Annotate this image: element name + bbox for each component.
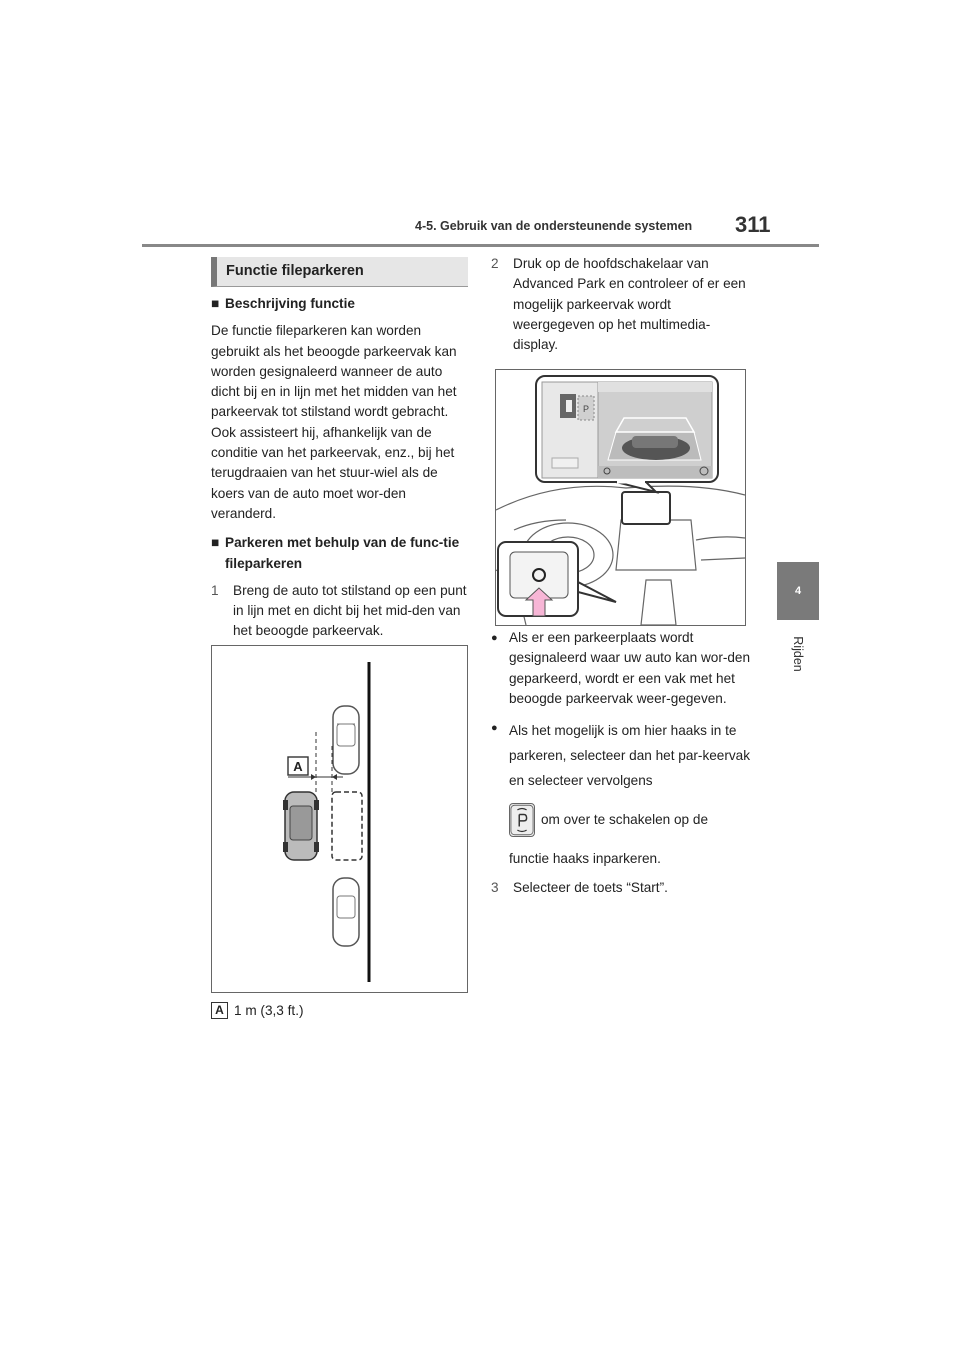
- section-title: 4-5. Gebruik van de ondersteunende systemen: [415, 219, 693, 233]
- header-rule: [142, 244, 819, 247]
- right-bullets: [491, 628, 751, 899]
- square-bullet-icon: ■: [211, 535, 220, 551]
- right-column: [491, 254, 749, 355]
- inline-icon-row: om over te schakelen op de: [509, 803, 751, 837]
- bullet-dot-icon: ●: [491, 632, 498, 644]
- step-text: Druk op de hoofdschakelaar van Advanced Park en controleer of er een mogelijk parkeervak wordt weergegeven op het multimedia-display.: [513, 256, 746, 353]
- bullet-item: ● Als het mogelijk is om hier haaks in te parkeren, selecteer dan het par-keervak en selecteer vervolgens: [491, 718, 751, 793]
- step-1: [211, 581, 469, 642]
- parked-car-front-icon: [333, 706, 359, 774]
- step-number: 1: [211, 582, 219, 598]
- page-number: 311: [735, 212, 771, 237]
- center-display-icon: [622, 492, 670, 524]
- step-text: Breng de auto tot stilstand op een punt in lijn met en dicht bij het mid-den van het beoogde parkeervak.: [233, 582, 467, 639]
- step-text: Selecteer de toets “Start”.: [513, 880, 668, 896]
- diagram-legend: [211, 1002, 304, 1019]
- parking-diagram-svg: [212, 646, 467, 992]
- section-heading: Functie fileparkeren: [211, 257, 468, 287]
- square-bullet-icon: ■: [211, 296, 220, 311]
- bullet-dot-icon: ●: [491, 722, 498, 735]
- bullet-continuation: functie haaks inparkeren.: [509, 851, 661, 867]
- subheading-parking: ■ Parkeren met behulp van de func-tie fileparkeren: [211, 533, 469, 574]
- chapter-tab: 4: [777, 562, 819, 620]
- step-number: 3: [491, 880, 499, 896]
- dashboard-svg: [496, 370, 745, 625]
- description-paragraph: De functie fileparkeren kan worden gebruikt als het beoogde parkeervak kan worden gesignaleerd wanneer de auto dicht bij en in lijn met het midden van het parkeervak tot stilstand wordt gebracht. Ook assisteert hij, afhankelijk van de conditie van het parkeervak, enz., bij het terugdraaien van het stuur-wiel als de koers van de auto moet wor-den veranderd.: [211, 323, 457, 521]
- perpendicular-parking-switch-icon: [509, 803, 535, 837]
- parked-car-rear-icon: [333, 878, 359, 946]
- parallel-parking-diagram: [211, 645, 468, 993]
- multimedia-display-illustration: [495, 369, 746, 626]
- chapter-label: Rijden: [791, 636, 805, 672]
- bullet-item: ● Als er een parkeerplaats wordt gesignaleerd waar uw auto kan wor-den geparkeerd, wordt er een vak met het beoogde parkeervak weer-gegeven.: [491, 628, 751, 709]
- legend-a-box: A: [211, 1002, 228, 1019]
- callout-a-label: A: [293, 759, 303, 774]
- left-column: [211, 294, 469, 642]
- subheading-description: ■ Beschrijving functie: [211, 294, 469, 314]
- step-2: [491, 254, 749, 355]
- legend-text: 1 m (3,3 ft.): [234, 1003, 304, 1018]
- step-number: 2: [491, 256, 499, 271]
- target-parking-space: [332, 792, 362, 860]
- own-car-icon: [283, 792, 319, 860]
- screen-parking-icon: P: [582, 404, 590, 414]
- step-3: [491, 878, 751, 898]
